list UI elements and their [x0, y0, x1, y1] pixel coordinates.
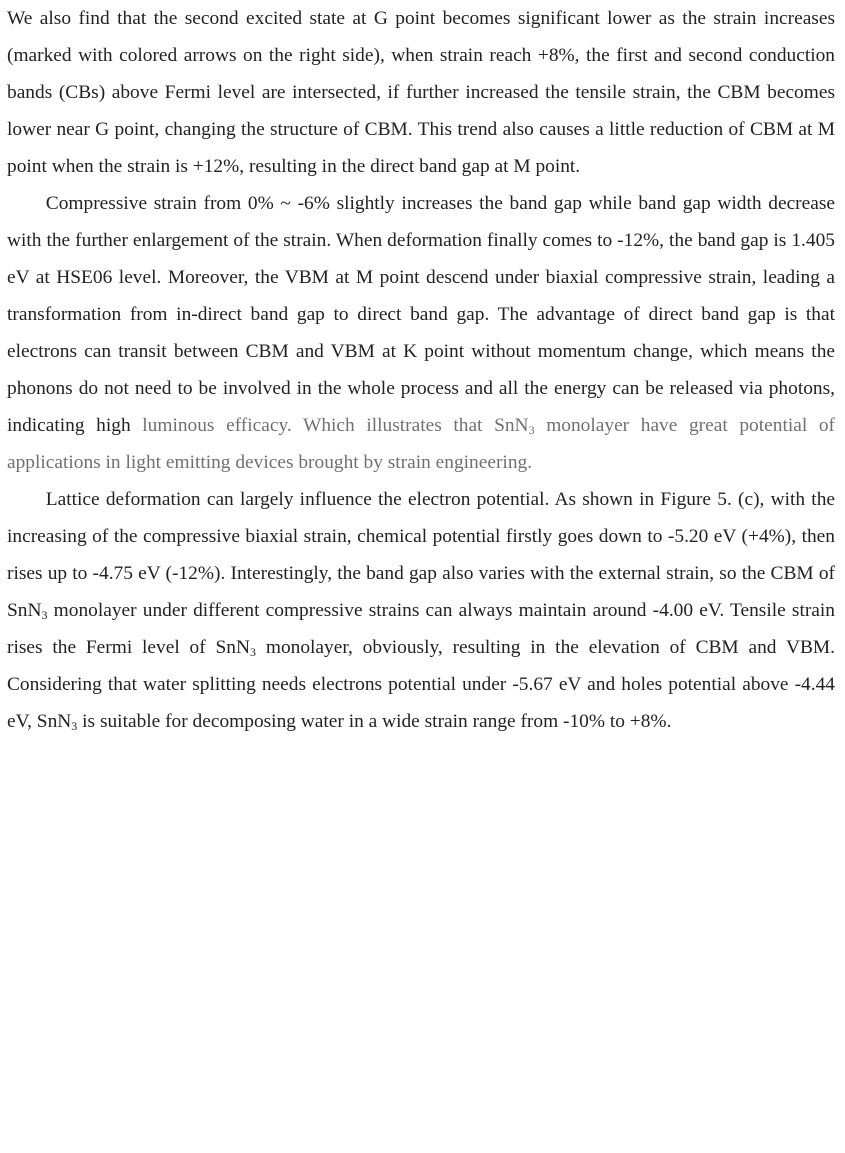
document-page — [7, 0, 835, 740]
paragraph-text: monolayer under different compressive strains can always maintain around -4.00 eV. Tensile strain rises the Fermi level of SnN — [7, 600, 835, 658]
paragraph-lattice-deformation — [7, 481, 835, 740]
subscript: 3 — [528, 423, 535, 437]
paragraph-text: We also find that the second excited state at G point becomes significant lower as the strain increases (marked with colored arrows on the right side), when strain reach +8%, the first and second conduction bands (CBs) above Fermi level are intersected, if further increased the tensile strain, the CBM becomes lower near G point, changing the structure of CBM. This trend also causes a little reduction of CBM at M point when the strain is +12%, resulting in the direct band gap at M point. — [7, 8, 835, 177]
paragraph-compressive-strain — [7, 185, 835, 481]
paragraph-text: is suitable for decomposing water in a wide strain range from -10% to +8%. — [77, 711, 672, 732]
subscript: 3 — [41, 608, 48, 622]
paragraph-text-highlight: monolayer have great potential of applications in light emitting devices brought by strain engineering. — [7, 415, 835, 473]
paragraph-text: monolayer, obviously, resulting in the elevation of CBM and VBM. Considering that water splitting needs electrons potential under -5.67 eV and holes potential above -4.44 eV, SnN — [7, 637, 836, 732]
subscript: 3 — [250, 645, 257, 659]
subscript: 3 — [71, 719, 78, 733]
paragraph-text: Compressive strain from 0% ~ -6% slightly increases the band gap while band gap width decrease with the further enlargement of the strain. When deformation finally comes to -12%, the band gap is 1.405 eV at HSE06 level. Moreover, the VBM at M point descend under biaxial compressive strain, leading a transformation from in-direct band gap to direct band gap. The advantage of direct band gap is that electrons can transit between CBM and VBM at K point without momentum change, which means the phonons do not need to be involved in the whole process and all the energy can be released via photons, indicating high — [7, 193, 835, 436]
paragraph-band-structure-tensile — [7, 0, 835, 185]
paragraph-text: Lattice deformation can largely influence the electron potential. As shown in Figure 5. (c), with the increasing of the compressive biaxial strain, chemical potential firstly goes down to -5.20 eV (+4%), then rises up to -4.75 eV (-12%). Interestingly, the band gap also varies with the external strain, so the CBM of SnN — [7, 489, 835, 621]
paragraph-text-highlight: luminous efficacy. Which illustrates that SnN — [142, 415, 529, 436]
